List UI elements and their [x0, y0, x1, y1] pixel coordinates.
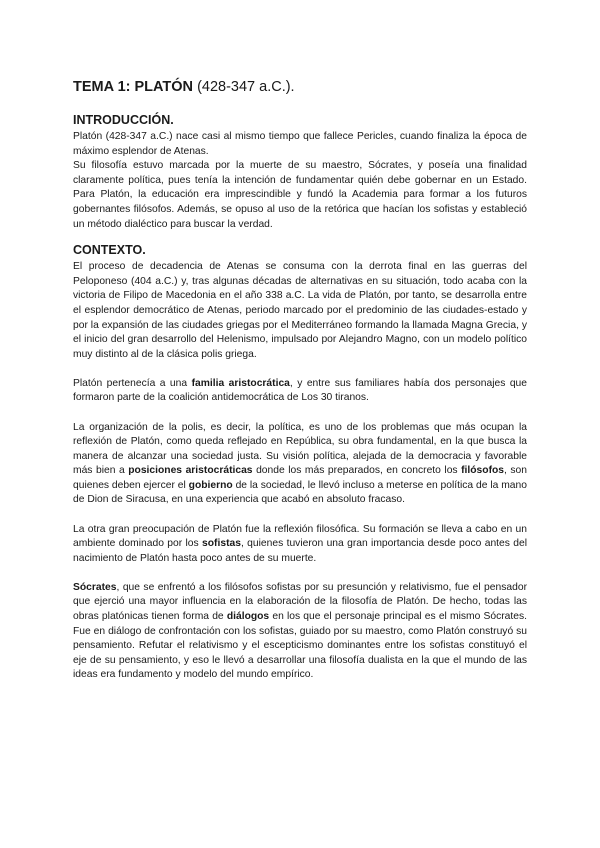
title-main: TEMA 1: PLATÓN [73, 79, 194, 95]
bold-term: Sócrates [73, 581, 117, 593]
bold-term: diálogos [226, 611, 270, 623]
text-run: Platón pertenecía a una [73, 377, 192, 389]
intro-paragraph-1: Platón (428-347 a.C.) nace casi al mismo tiempo que fallece Pericles, cuando finaliza la época de máximo esplendor de Atenas. [73, 131, 527, 157]
intro-heading: INTRODUCCIÓN. [73, 113, 174, 127]
bold-term: posiciones aristocráticas [128, 465, 253, 477]
text-run: La otra gran preocupación de Platón fue la reflexión filosófica. Su formación se lleva a cabo en un ambiente dominado por los [73, 523, 527, 550]
title-dates: (428-347 a.C.). [197, 79, 295, 95]
context-paragraph-5 [73, 581, 527, 683]
text-run: , que se enfrentó a los filósofos sofistas por su presunción y relativismo, fue el pensador que ejerció una mayor influencia en la elaboración de la filosofía de Platón. De hecho, todas las obras platónicas tienen forma de [73, 581, 527, 623]
context-paragraph-4 [73, 523, 527, 567]
context-paragraph-3 [73, 421, 527, 509]
bold-term: familia aristocrática [191, 377, 290, 389]
context-paragraph-2 [73, 377, 527, 406]
text-run: de la sociedad, le llevó incluso a meterse en política de la mano de Dion de Siracusa, en una experiencia que acabó en absoluto fracaso. [73, 479, 527, 506]
bold-term: gobierno [188, 479, 233, 491]
text-run: , quienes tuvieron una gran importancia desde poco antes del nacimiento de Platón hasta poco antes de su muerte. [73, 538, 527, 564]
bold-term: sofistas [202, 538, 241, 550]
intro-paragraph-2: Su filosofía estuvo marcada por la muerte de su maestro, Sócrates, y poseía una finalidad claramente política, pues tenía la intención de fundamentar quién debe gobernar en un Estado. Para Platón, la educación era imprescindible y fundó la Academia para formar a los futuros gobernantes filósofos. Además, se opuso al uso de la retórica que hacían los sofistas y estableció un método dialéctico para buscar la verdad. [73, 160, 527, 230]
bold-term: filósofos [461, 465, 505, 477]
text-run: , y entre sus familiares había dos personajes que formaron parte de la coalición antidemocrática de Los 30 tiranos. [73, 377, 527, 404]
text-run: donde los más preparados, en concreto los [252, 465, 462, 477]
text-run: , son quienes deben ejercer el [73, 465, 528, 491]
document-body [73, 78, 527, 683]
page-title [73, 78, 527, 96]
context-heading: CONTEXTO. [73, 243, 146, 258]
text-run: La organización de la polis, es decir, la política, es uno de los problemas que más ocupan la reflexión de Platón, como queda reflejado en República, su obra fundamental, en la que busca la manera de alcanzar una sociedad justa. Su visión política, alejada de la democracia y favorable más bien a [73, 421, 527, 477]
context-paragraph-1: El proceso de decadencia de Atenas se consuma con la derrota final en las guerras del Peloponeso (404 a.C.) y, tras algunas décadas de alternativas en su situación, todo acaba con la victoria de Filipo de Macedonia en el año 338 a.C. La vida de Platón, por tanto, se desarrolla entre el esplendor democrático de Atenas, periodo marcado por el predominio de las ciudades-estado y por la expansión de las ciudades griegas por el Mediterráneo formando la llamada Magna Grecia, y el inicio del gran desarrollo del Helenismo, impulsado por Alejandro Magno, con un modelo político muy distinto al de la clásica polis griega. [73, 261, 527, 360]
text-run: en los que el personaje principal es el mismo Sócrates. Fue en diálogo de confrontación con los sofistas, guiado por su maestro, como Platón construyó su pensamiento. Refutar el relativismo y el escepticismo dominantes entre los sofistas constituyó el eje de su pensamiento, y eso le llevó a desarrollar una filosofía dualista en la que el mundo de las ideas era fundamento y modelo del mundo empírico. [73, 611, 527, 681]
